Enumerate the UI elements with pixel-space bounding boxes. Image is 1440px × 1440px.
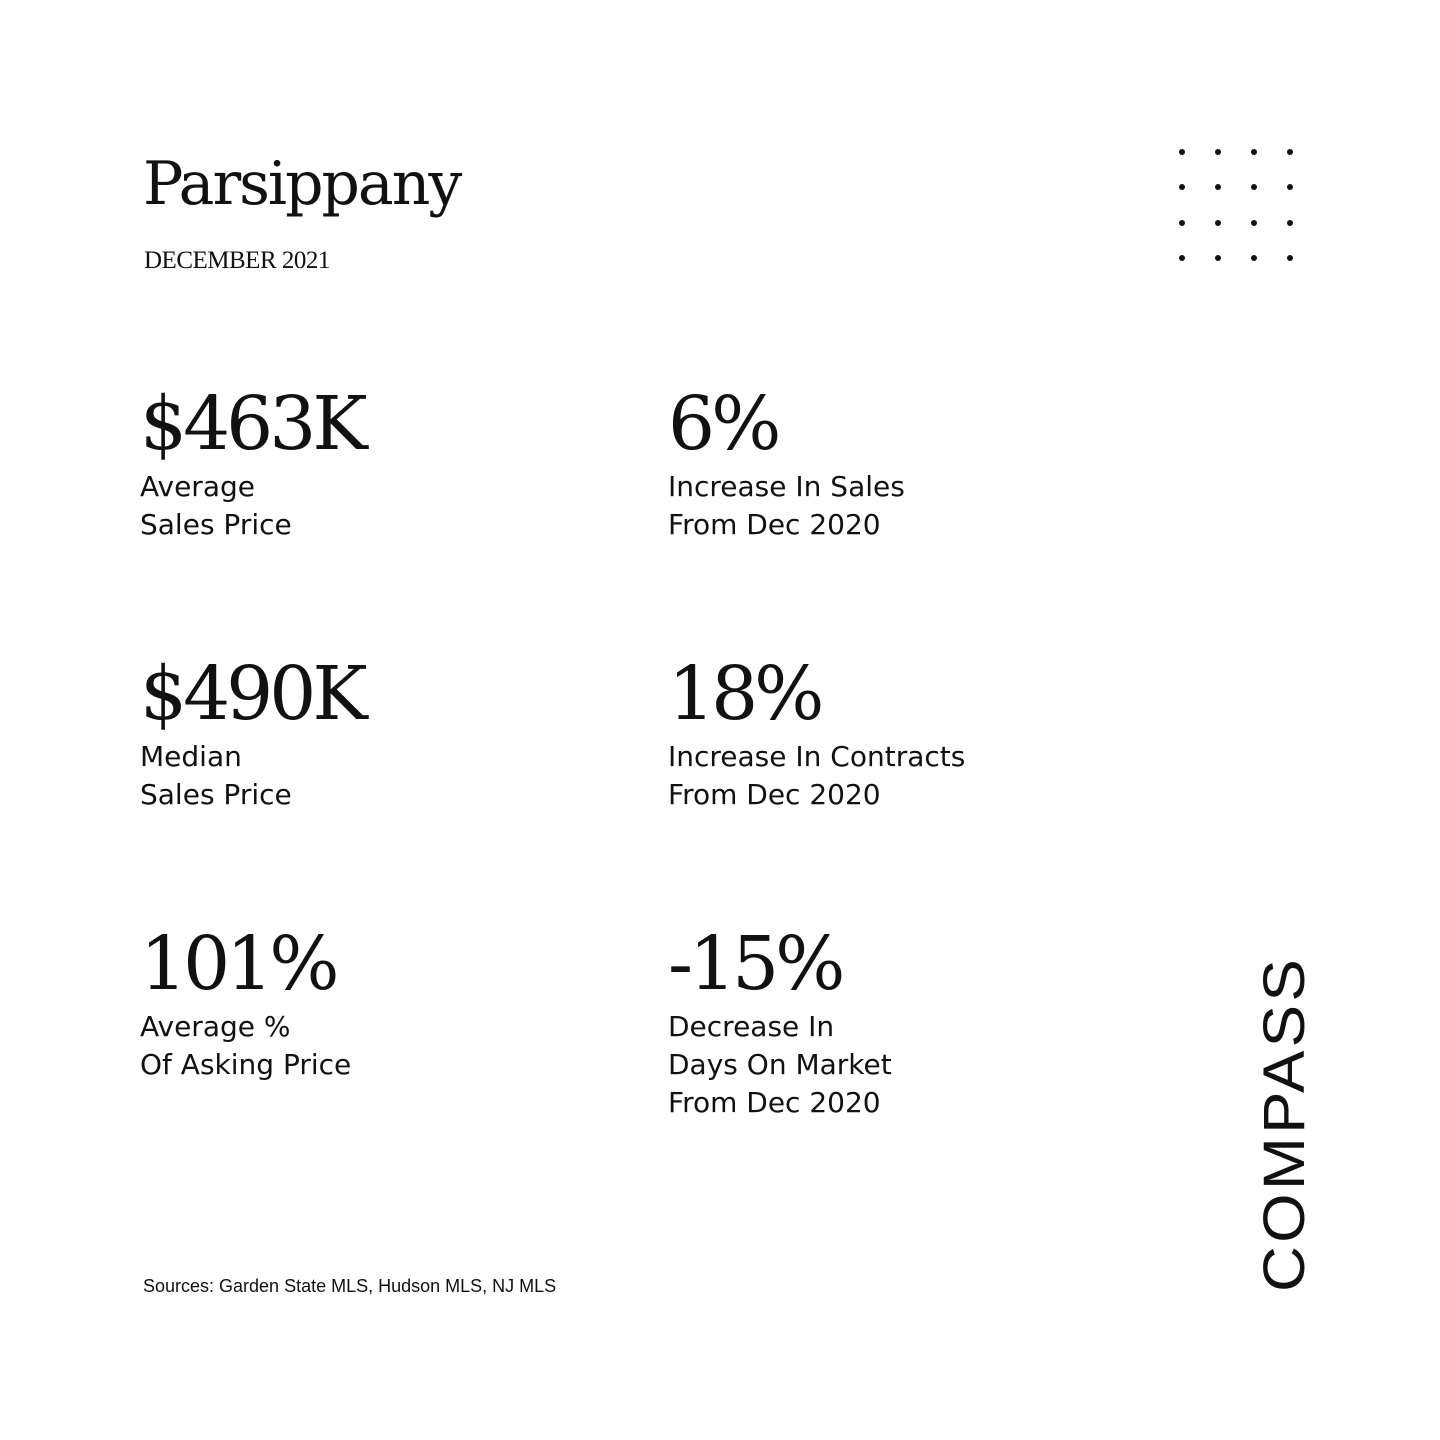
stat-label-line: Sales Price [140, 508, 292, 541]
stat-label-line: Sales Price [140, 778, 292, 811]
stat-label [668, 1008, 892, 1122]
dot-grid-icon [1172, 142, 1298, 268]
stat-value: 6% [668, 381, 778, 467]
stat-label-line: Median [140, 740, 242, 773]
stat-label-line: Average % [140, 1010, 291, 1043]
stat-median-sales-price [140, 651, 364, 814]
stat-value: $463K [140, 381, 364, 467]
stat-value: -15% [668, 921, 842, 1007]
stat-value: $490K [140, 651, 364, 737]
stat-average-of-asking-price [140, 921, 352, 1084]
stat-label [140, 468, 364, 544]
stat-label-line: From Dec 2020 [668, 778, 881, 811]
page-title: Parsippany [143, 149, 461, 219]
stat-label-line: Average [140, 470, 255, 503]
stat-value: 101% [140, 921, 336, 1007]
stat-label-line: From Dec 2020 [668, 508, 881, 541]
stat-increase-in-sales [668, 381, 905, 544]
stat-increase-in-contracts [668, 651, 966, 814]
sources-footnote: Sources: Garden State MLS, Hudson MLS, NJ MLS [143, 1276, 557, 1296]
stat-average-sales-price [140, 381, 364, 544]
stat-decrease-in-days-on-market [668, 921, 892, 1122]
stat-value: 18% [668, 651, 821, 737]
stat-label [668, 738, 965, 814]
stat-label-line: Increase In Contracts [668, 740, 966, 773]
stat-label-line: Increase In Sales [668, 470, 905, 503]
stat-label [140, 738, 364, 814]
compass-logo [1226, 950, 1336, 1300]
stat-label-line: Decrease In [668, 1010, 835, 1043]
stat-label [668, 468, 905, 544]
stat-label-line: Days On Market [668, 1048, 892, 1081]
report-date: DECEMBER 2021 [144, 247, 330, 274]
stat-label-line: Of Asking Price [140, 1048, 352, 1081]
stat-label-line: From Dec 2020 [668, 1086, 881, 1119]
compass-logo-text: COMPASS [1252, 985, 1317, 1292]
stat-label [140, 1008, 351, 1084]
